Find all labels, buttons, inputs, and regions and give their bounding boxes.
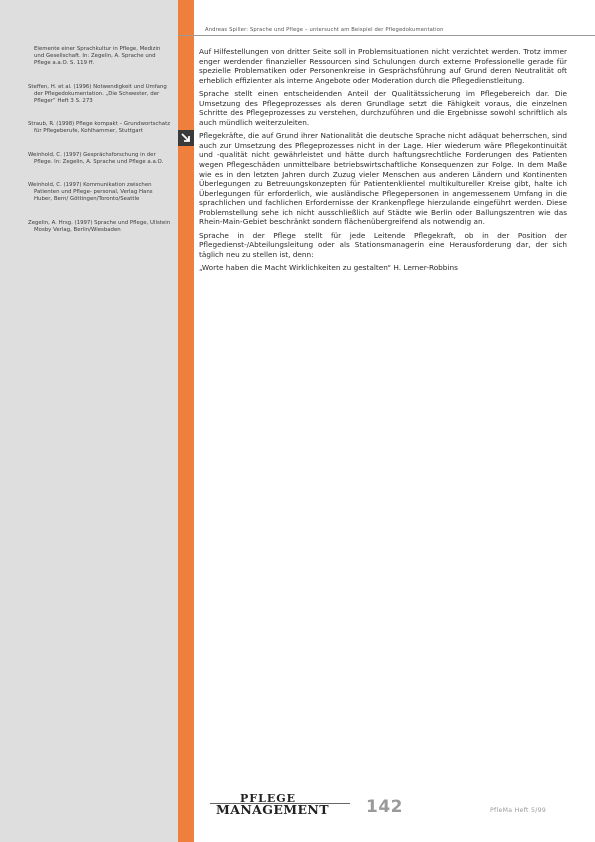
body-paragraph: Sprache in der Pflege stellt für jede Leitende Pflegekraft, ob in der Position der Pflegedienst-/Abteilungsleitung oder als Stationsmanagerin eine Herausforderung dar, der sich täglich neu zu stellen ist, denn: bbox=[199, 230, 567, 259]
accent-bar bbox=[178, 0, 194, 842]
arrow-down-right-icon bbox=[178, 130, 194, 146]
reference-item: Straub, R. (1998) Pflege kompakt – Grundwortschatz für Pflegeberufe, Kohlhammer, Stuttgart bbox=[28, 121, 171, 135]
reference-item: Weinhold, C. (1997) Gesprächsforschung in der Pflege. In: Zegelin, A. Sprache und Pflege a.a.O. bbox=[28, 151, 164, 165]
reference-item: Weinhold, C. (1997) Kommunikation zwischen Patienten und Pflege- personal, Verlag Hans Huber, Bern/ Göttingen/Toronto/Seattle bbox=[28, 182, 153, 203]
logo-top-word: PFLEGE bbox=[240, 792, 296, 805]
reference-item: Elemente einer Sprachkultur in Pflege, Medizin und Gesellschaft. In: Zegelin, A. Sprache und Pflege a.a.O. S. 119 ff. bbox=[34, 46, 161, 67]
reference-item: Zegelin, A. Hrsg. (1997) Sprache und Pflege, Ullstein Mosby Verlag, Berlin/Wiesbaden bbox=[28, 219, 171, 233]
body-paragraph: Auf Hilfestellungen von dritter Seite soll in Problemsituationen nicht verzichtet werden. Trotz immer enger werdender finanzieller Ressourcen sind Schulungen durch externe Professionelle gerade für spezielle Problematiken oder Personenkreise in Gesprächsführung auf Grund deren Neutralität oft erheblich effizienter als interne Angebote oder Moderation durch die Pflegedienstleitung. bbox=[199, 47, 567, 85]
body-paragraph: Sprache stellt einen entscheidenden Anteil der Qualitätssicherung im Pflegebereich dar. Die Umsetzung des Pflegeprozesses als deren Grundlage setzt die Fähigkeit voraus, die einzelnen Schritte des Pflegeprozesses zu verstehen, durchzuführen und die Ergebnisse sowohl schriftlich als auch mündlich weiterzuleiten. bbox=[199, 89, 567, 127]
reference-list bbox=[28, 46, 172, 250]
magazine-logo bbox=[210, 792, 350, 818]
running-header: Andreas Spiller: Sprache und Pflege – untersucht am Beispiel der Pflegedokumentation bbox=[205, 27, 444, 33]
logo-bottom-word: MANAGEMENT bbox=[216, 802, 329, 817]
issue-label: PfleMa Heft 5/99 bbox=[490, 807, 547, 814]
closing-quote: „Worte haben die Macht Wirklichkeiten zu gestalten“ H. Lerner-Robbins bbox=[199, 263, 458, 273]
page-number: 142 bbox=[366, 797, 403, 817]
article-body bbox=[199, 47, 567, 277]
reference-item: Steffen, H. et al. (1996) Notwendigkeit und Umfang der Pflegedokumentation. „Die Schwester, der Pfleger“ Heft 3 S. 273 bbox=[28, 83, 167, 105]
body-paragraph: Pflegekräfte, die auf Grund ihrer Nationalität die deutsche Sprache nicht adäquat beherrschen, sind auch zur Umsetzung des Pflegeprozesses nicht in der Lage. Hier wiederum wäre Pflegekontinuität und -qualität nicht gewährleistet und hätte durch haftungsrechtliche Forderungen des Patienten wegen Pflegeschäden unmittelbare betriebswirtschaftliche Konsequenzen zur Folge. In dem Maße wie es in den letzten Jahren durch Zuzug vieler Menschen aus anderen Ländern und Kontinenten Überlegungen zu Betreuungskonzepten für Patientenklientel multikultureller Kreise gibt, halte ich Überlegungen für erforderlich, wie ausländische Pflegepersonen in angemessenem Umfang in die sprachlichen und fachlichen Erfordernisse der Krankenpflege hierzulande eingeführt werden. Diese Problemstellung sehe ich nicht ausschließlich auf Städte wie Berlin oder Ballungszentren wie das Rhein-Main-Gebiet beschränkt sondern flächenübergreifend als notwendig an. bbox=[199, 131, 567, 227]
header-rule bbox=[178, 35, 595, 36]
